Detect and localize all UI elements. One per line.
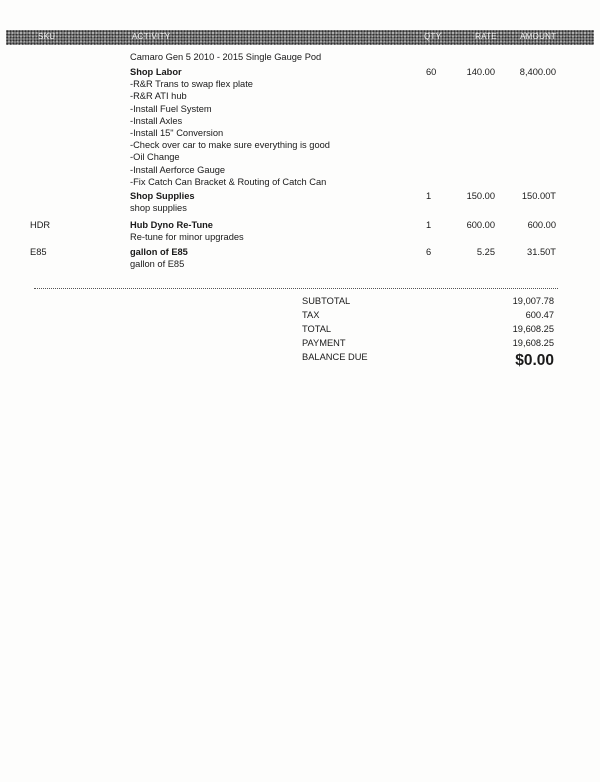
row-qty: 1 [426,220,432,230]
totals-divider [34,288,558,289]
row-sku: E85 [30,247,47,257]
row-amount: 8,400.00 [519,67,556,77]
row-title: Hub Dyno Re-Tune [130,220,213,230]
header-amount: AMOUNT [520,32,557,41]
row-description-line: -Fix Catch Can Bracket & Routing of Catch Can [130,176,327,187]
row-description-line: -R&R ATI hub [130,91,187,102]
table-header [6,30,594,45]
row-description-line: -Install Axles [130,115,183,126]
row-amount: 600.00 [527,220,556,230]
row-activity [130,190,195,214]
row-amount: 31.50T [527,247,556,257]
balance-due-value: $0.00 [515,352,554,369]
row-description-line: -Install Fuel System [130,103,212,114]
vehicle-description: Camaro Gen 5 2010 - 2015 Single Gauge Pod [130,52,322,62]
row-rate: 600.00 [466,220,495,230]
row-description-line: -Install Aerforce Gauge [130,164,226,175]
header-rate: RATE [475,32,497,41]
row-description-line: -R&R Trans to swap flex plate [130,79,253,90]
row-title: Shop Labor [130,67,182,77]
subtotal-label: SUBTOTAL [302,296,351,306]
row-rate: 140.00 [466,67,495,77]
row-activity [130,246,188,270]
row-qty: 6 [426,247,432,257]
row-description-line: shop supplies [130,203,187,214]
row-description-line: -Oil Change [130,152,180,163]
row-activity [130,219,244,243]
row-description-line: gallon of E85 [130,259,185,270]
row-rate: 150.00 [466,191,495,201]
subtotal-value: 19,007.78 [512,296,554,306]
tax-value: 600.47 [525,310,554,320]
row-activity [130,66,330,188]
total-value: 19,608.25 [512,324,554,334]
row-title: Shop Supplies [130,191,195,201]
tax-label: TAX [302,310,320,320]
row-description-line: -Install 15" Conversion [130,128,224,139]
balance-due-label: BALANCE DUE [302,352,368,362]
row-amount: 150.00T [521,191,556,201]
row-description-line: -Check over car to make sure everything is good [130,140,330,151]
total-label: TOTAL [302,324,332,334]
header-sku: SKU [38,32,56,41]
row-qty: 1 [426,191,432,201]
payment-value: 19,608.25 [512,338,554,348]
header-activity: ACTIVITY [132,32,171,41]
header-qty: QTY [424,32,442,41]
row-description-line: Re-tune for minor upgrades [130,232,244,243]
row-title: gallon of E85 [130,247,188,257]
row-rate: 5.25 [476,247,495,257]
row-sku: HDR [30,220,51,230]
payment-label: PAYMENT [302,338,346,348]
row-qty: 60 [426,67,437,77]
